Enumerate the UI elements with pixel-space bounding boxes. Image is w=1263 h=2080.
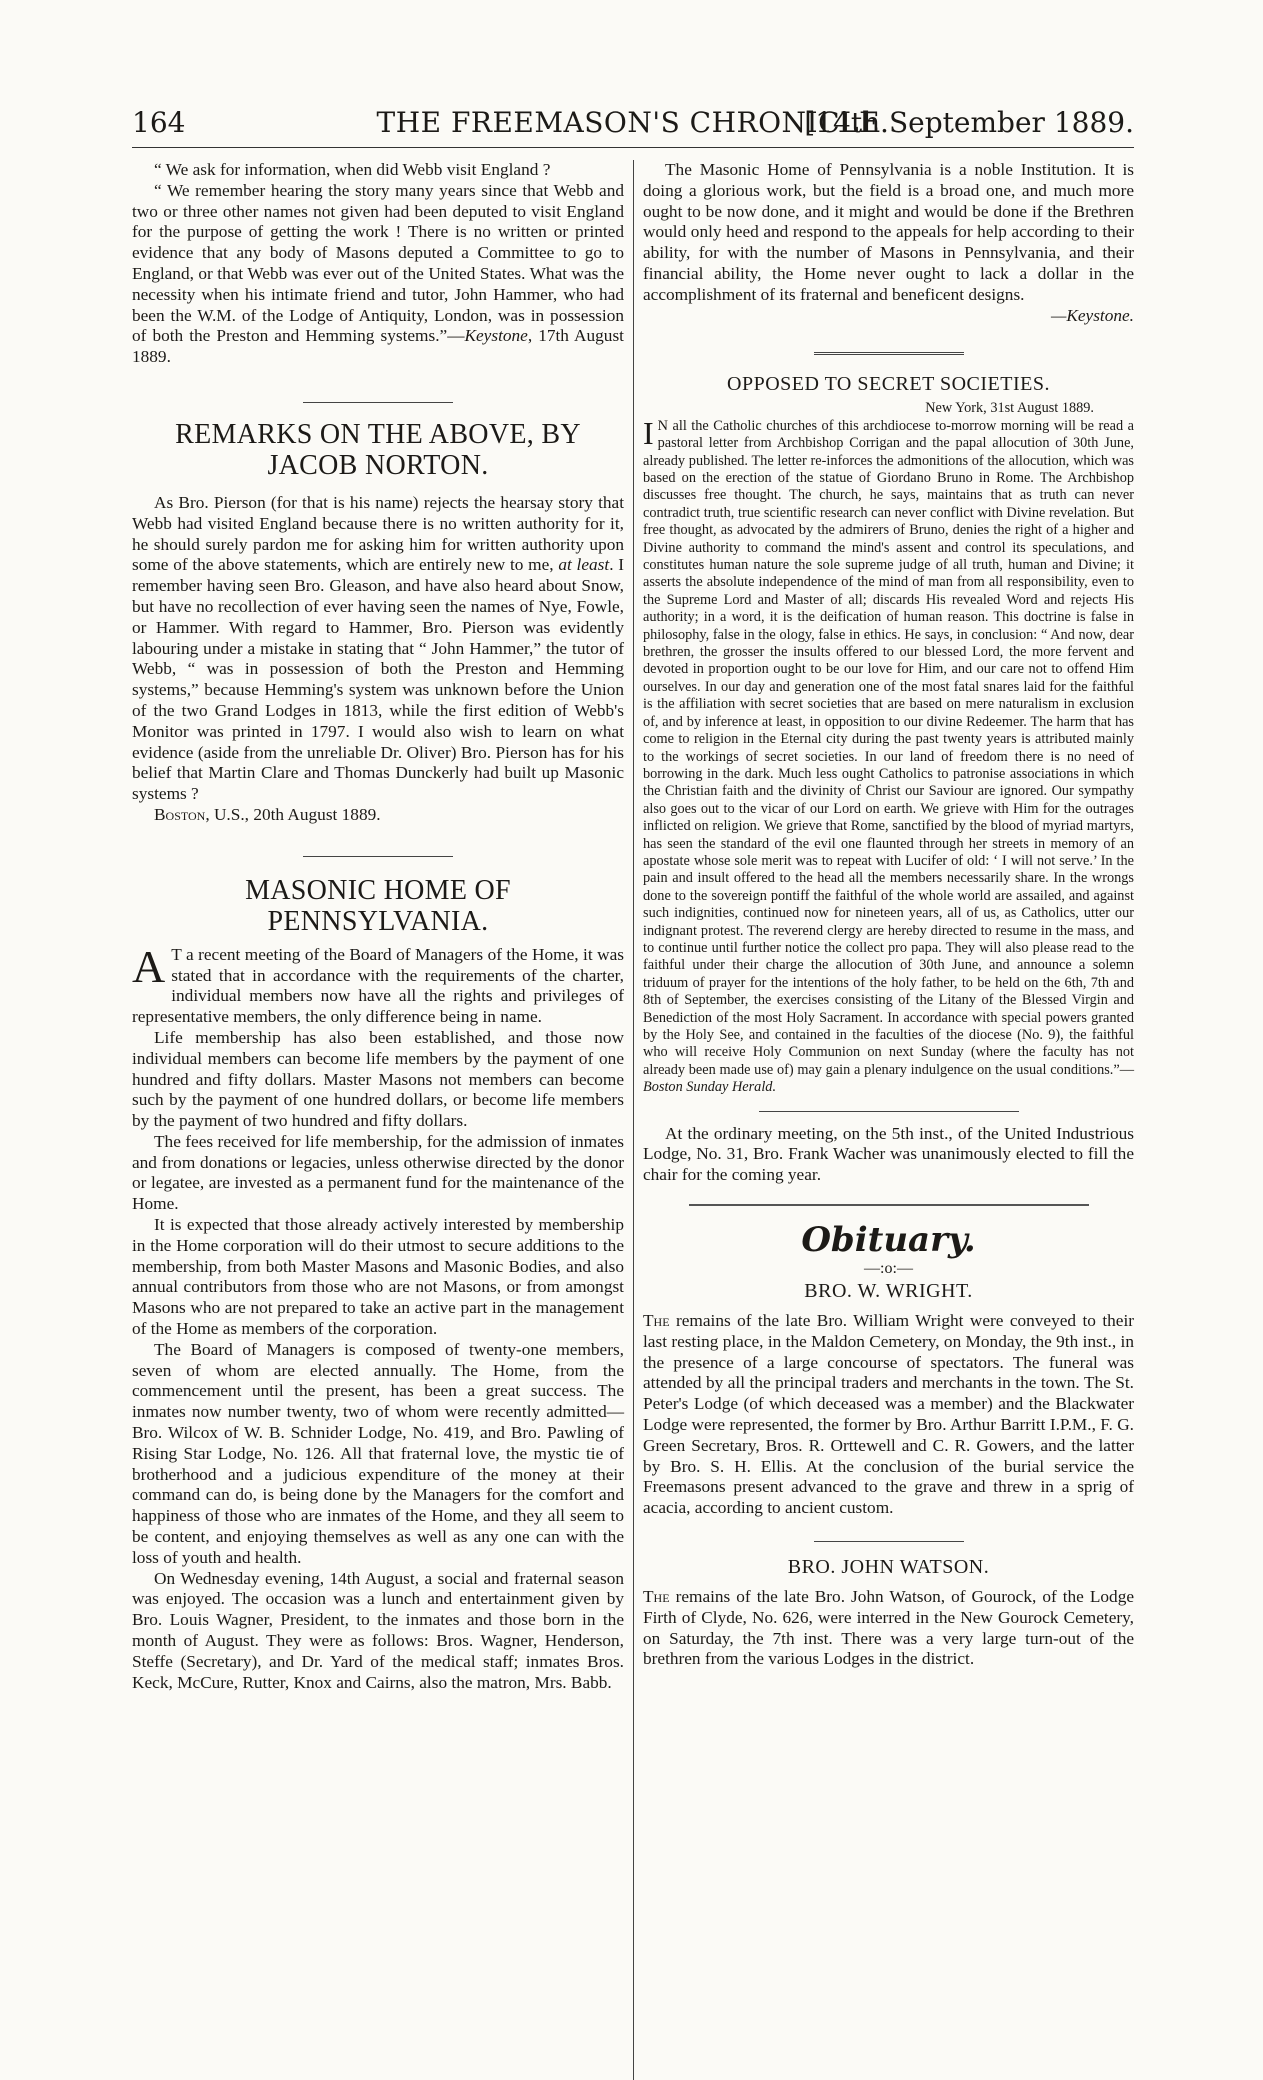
paragraph	[643, 414, 1134, 1097]
page-header	[132, 106, 1134, 146]
text: T a recent meeting of the Board of Managers of the Home, it was stated that in accordance with the requirements of the charter, individual members now have all the rights and privileges of representative members, the only difference being in name.	[132, 944, 624, 1027]
opposed-heading: OPPOSED TO SECRET SOCIETIES.	[727, 373, 1050, 396]
emphasis: at least	[558, 555, 610, 575]
masthead-title: THE FREEMASON'S CHRONICLE.	[376, 106, 890, 139]
industrious-lodge-note	[643, 1124, 1134, 1186]
left-column	[132, 160, 624, 1693]
lead-word: The	[643, 1586, 670, 1606]
wright-obituary	[643, 1311, 1134, 1519]
lead-word: The	[643, 1311, 670, 1331]
paragraph: On Wednesday evening, 14th August, a social and fraternal season was enjoyed. The occasion was a lunch and entertainment given by Bro. Louis Wagner, President, to the inmates and those born in the month of August. They were as follows: Bros. Wagner, Henderson, Steffe (Secretary), and Dr. Yard of the medical staff; inmates Bros. Keck, McCure, Rutter, Knox and Cairns, also the matron, Mrs. Babb.	[132, 1568, 624, 1692]
paragraph	[643, 1311, 1134, 1519]
text: N all the Catholic churches of this archdiocese to-morrow morning will be read a pastoral letter from Archbishop Corrigan and the papal allocution of 30th June, already published. The letter re-inforces the admonitions of the allocution, which was based on the erection of the statue of Giordano Bruno in Rome. The Archbishop discusses free thought. The church, he says, maintains that as truth can never contradict truth, true scientific research can never conflict with Divine revelation. But free thought, as advocated by the admirers of Bruno, denies the right of a higher and Divine authority to command the mind's assent and control its speculations, and constitutes human nature the sole supreme judge of all truth, human and Divine; it asserts the absolute independence of the mind of man from all responsibility, even to the Supreme Lord and Master of all; discards His revealed Word and rejects His authority; in a word, it is the deification of human reason. This doctrine is false in philosophy, false in the ology, false in ethics. He says, in conclusion: “ And now, dear brethren, the grosser the insults offered to our blessed Lord, the more fervent and devoted in proportion ought to be our love for Him, and our care not to offend Him ourselves. In our day and generation one of the most fatal snares laid for the faithful is the affiliation with secret societies that are based on mere naturalism in exclusion of, and by inference at least, in opposition to our divine Redeemer. The harm that has come to religion in the Eternal city during the past twenty years is attributed mainly to the workings of secret societies. In our land of freedom there is no need of borrowing in the dark. Much less ought Catholics to patronise associations in which the Christian faith and the divinity of Christ our Saviour are ignored. Our sympathy also goes out to the vicar of our Lord on earth. We grieve with Him for the outrages inflicted on religion. We grieve that Rome, sanctified by the blood of myriad martyrs, has seen the standard of the evil one flaunted through her streets in memory of an apostate whose sole merit was to repeat with Lucifer of old: ‘ I will not serve.’ In the pain and insult offered to the head all the members necessarily share. In the wrongs done to the sovereign pontiff the faithful of the whole world are assailed, and against such indignities, continued now for nineteen years, all of us, as Catholics, utter our indignant protest. The reverend clergy are hereby directed to resume in the mass, and to continue until further notice the collect pro papa. They will also please read to the faithful under their charge the allocution of 30th June, and announce a solemn triduum of prayer for the intentions of the holy father, to be held on the 6th, 7th and 8th of September, the exercises consisting of the Litany of the Blessed Virgin and Benediction of the most Holy Sacrament. In accordance with special powers granted by the Holy See, and contained in the faculties of the diocese (No. 9), the faithful who will receive Holy Communion on next Sunday (where the faculty has not already been made use of) may gain a plenary indulgence on the usual conditions.”—	[643, 417, 1134, 1078]
paragraph	[132, 181, 624, 368]
signoff-place: Boston	[154, 804, 206, 824]
paragraph: The Masonic Home of Pennsylvania is a noble Institution. It is doing a glorious work, but the field is a broad one, and much more ought to be now done, and it might and would be done if the Brethren would only heed and respond to the appeals for help according to their ability, for with the number of Masons in Pennsylvania, and their financial ability, the Home never ought to lack a dollar in the accomplishment of its fraternal and beneficent designs.	[643, 160, 1134, 304]
text: “ We remember hearing the story many years since that Webb and two or three other names not given had been deputed to visit England for the purpose of getting the work ! There is no written or printed evidence that any body of Masons deputed a Committee to go to England, or that Webb was ever out of the United States. What was the necessity when his intimate friend and tutor, John Hammer, who had been the W.M. of the Lodge of Antiquity, London, was in possession of both the Preston and Hemming systems.”—	[132, 180, 624, 346]
paragraph	[132, 940, 624, 1028]
text: . I remember having seen Bro. Gleason, and have also heard about Snow, but have no recollection of ever having seen the names of Nye, Fowle, or Hammer. With regard to Hammer, Bro. Pierson was evidently labouring under a mistake in stating that “ John Hammer,” the tutor of Webb, “ was in possession of both the Preston and Hemming systems,” because Hemming's system was unknown before the Union of the two Grand Lodges in 1813, while the first edition of Webb's Monitor was printed in 1797. I would also wish to learn on what evidence (aside from the unreliable Dr. Oliver) Bro. Pierson has for his belief that Martin Clare and Thomas Dunckerly had built up Masonic systems ?	[132, 555, 624, 804]
header-rule	[132, 147, 1134, 148]
paragraph	[132, 493, 624, 805]
paragraph: At the ordinary meeting, on the 5th inst., of the United Industrious Lodge, No. 31, Bro. Frank Wacher was unanimously elected to fill the chair for the coming year.	[643, 1123, 1134, 1185]
remarks-body	[132, 493, 624, 826]
watson-obituary	[643, 1587, 1134, 1670]
separator: —:o:—	[864, 1260, 913, 1278]
masonic-home-continued	[643, 160, 1134, 326]
column-divider	[633, 160, 634, 2080]
source-name: —Keystone.	[1050, 305, 1134, 325]
signoff-date: , U.S., 20th August 1889.	[205, 804, 381, 824]
obituary-heading: Obituary.	[801, 1220, 976, 1261]
masonic-home-body	[132, 940, 624, 1694]
paragraph: The Board of Managers is composed of twenty-one members, seven of whom are elected annually. The Home, from the commencement until the present, has been a great success. The inmates now number twenty, two of whom were recently admitted—Bro. Wilcox of W. B. Schnider Lodge, No. 419, and Bro. Pawling of Rising Star Lodge, No. 126. All that fraternal love, the mystic tie of brotherhood and a judicious expenditure of the money at their command can do, is being done by the Managers for the comfort and happiness of those who are inmates of the Home, and they all seem to be content, and enjoying themselves as well as any one can with the loss of youth and health.	[132, 1339, 624, 1567]
paragraph	[643, 1587, 1134, 1670]
watson-heading: BRO. JOHN WATSON.	[787, 1555, 990, 1578]
paragraph: “ We ask for information, when did Webb visit England ?	[154, 160, 551, 179]
page-number: 164	[132, 106, 186, 139]
text: As Bro. Pierson (for that is his name) rejects the hearsay story that Webb had visited England because there is no written authority for it, he should surely pardon me for asking him for written authority upon some of the above statements, which are entirely new to me,	[132, 492, 624, 575]
drop-cap: I	[643, 414, 654, 451]
signoff	[132, 805, 624, 826]
text: , 17th August 1889.	[132, 326, 624, 367]
masonic-home-heading: MASONIC HOME OF PENNSYLVANIA.	[245, 874, 511, 937]
drop-cap: A	[132, 940, 166, 992]
issue-date: [14th September 1889.	[804, 106, 1134, 139]
right-column	[643, 160, 1134, 1670]
paragraph: It is expected that those already actively interested by membership in the Home corporation will do their utmost to secure additions to the membership, from both Master Masons and Masonic Bodies, and also annual contributors from those who are not Masons, or from amongst Masons who are not prepared to take an active part in the management of the Home as members of the corporation.	[132, 1215, 624, 1339]
wright-heading: BRO. W. WRIGHT.	[804, 1280, 973, 1303]
remarks-heading: REMARKS ON THE ABOVE, BY JACOB NORTON.	[175, 418, 581, 481]
paragraph: The fees received for life membership, for the admission of inmates and from donations or legacies, unless otherwise directed by the donor or legatee, are invested as a permanent fund for the maintenance of the Home.	[132, 1131, 624, 1214]
source: Boston Sunday Herald.	[643, 1079, 777, 1096]
source	[643, 306, 1134, 327]
dateline: New York, 31st August 1889.	[925, 400, 1094, 417]
paragraph: Life membership has also been established, and those now individual members can become life members by the payment of one hundred and fifty dollars. Master Masons not members can become such by the payment of one hundred dollars, or become life members by the payment of two hundred and fifty dollars.	[132, 1027, 624, 1131]
text: remains of the late Bro. William Wright were conveyed to their last resting place, in the Maldon Cemetery, on Monday, the 9th inst., in the presence of a large concourse of spectators. The funeral was attended by all the principal traders and merchants in the town. The St. Peter's Lodge (of which deceased was a member) and the Blackwater Lodge were represented, the former by Bro. Arthur Barritt I.P.M., F. G. Green Secretary, Bros. R. Orttewell and C. R. Gowers, and the latter by Bro. S. H. Ellis. At the conclusion of the burial service the Freemasons present advanced to the grave and threw in a sprig of acacia, according to ancient custom.	[643, 1311, 1134, 1518]
text: remains of the late Bro. John Watson, of Gourock, of the Lodge Firth of Clyde, No. 626, were interred in the New Gourock Cemetery, on Saturday, the 7th inst. There was a very large turn-out of the brethren from the various Lodges in the district.	[643, 1586, 1134, 1669]
opposed-body	[643, 400, 1134, 1096]
webb-query	[132, 160, 624, 368]
source: Keystone	[464, 326, 528, 346]
